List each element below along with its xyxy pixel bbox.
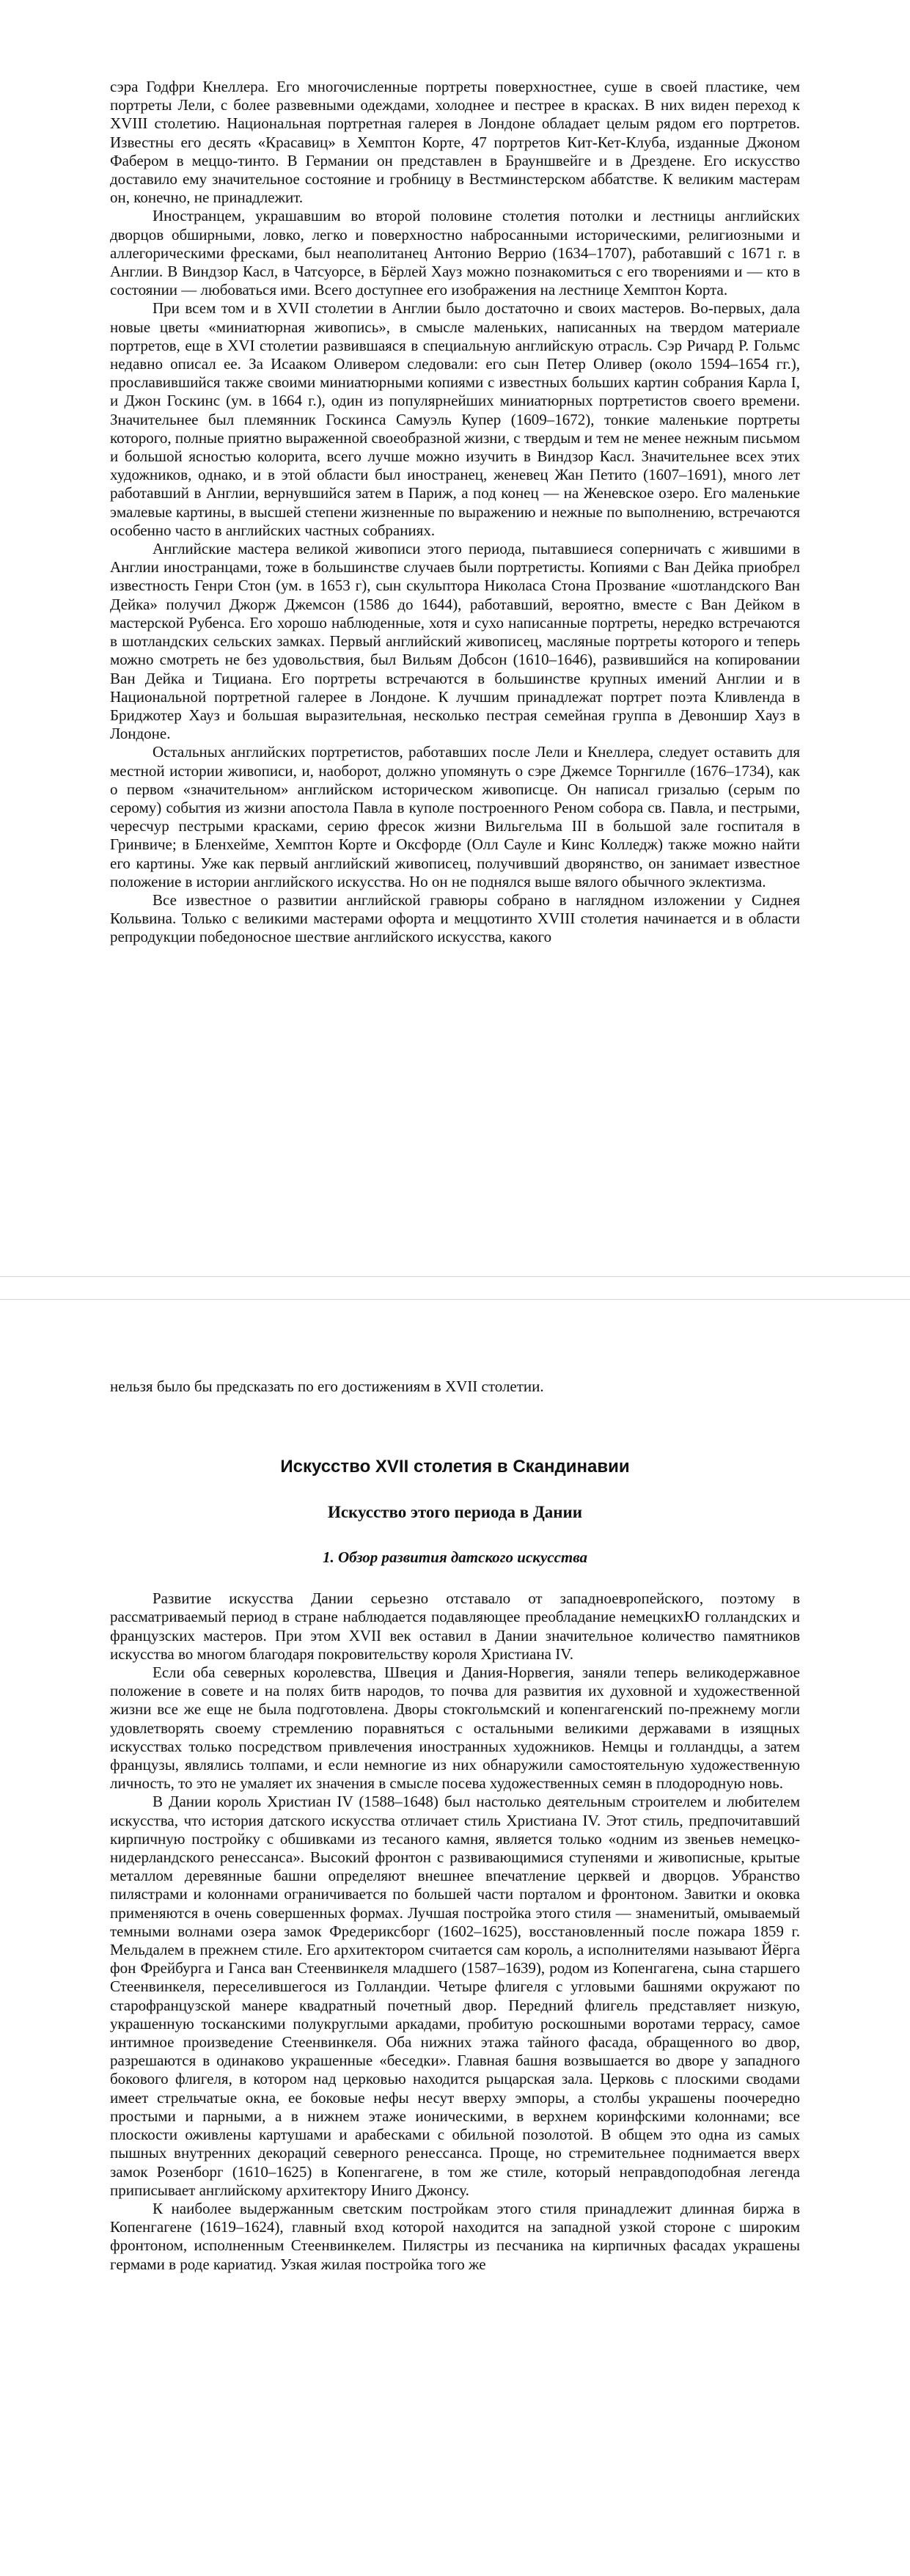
page-1-body <box>110 78 800 947</box>
paragraph: Развитие искусства Дании серьезно отставало от западноевропейского, поэтому в рассматриваемый период в стране наблюдается подавляющее преобладание немецкихЮ голландских и французских мастеров. При этом XVII век оставил в Дании значительное количество памятников искусства во многом благодаря покровительству короля Христиана IV. <box>110 1589 800 1663</box>
chapter-title: 1. Обзор развития датского искусства <box>323 1548 587 1567</box>
paragraph: Иностранцем, украшавшим во второй половине столетия потолки и лестницы английских дворцов обширными, ловко, легко и поверхностно набросанными историческими, религиозными и аллегорическими фресками, был неаполитанец Антонио Веррио (1634–1707), работавший с 1671 г. в Англии. В Виндзор Касл, в Чатсуорсе, в Бёрлей Хауз можно познакомиться с его творениями и — кто в состоянии — любоваться ими. Всего доступнее его изображения на лестнице Хемптон Корта. <box>110 207 800 299</box>
page-2-continuation <box>110 1377 800 1396</box>
continuation-paragraph: нельзя было бы предсказать по его достижениям в XVII столетии. <box>110 1377 544 1395</box>
paragraph: Английские мастера великой живописи этого периода, пытавшиеся соперничать с жившими в Англии иностранцами, тоже в большинстве случаев были портретисты. Копиями с Ван Дейка приобрел известность Генри Стон (ум. в 1653 г), сын скульптора Николаса Стона Прозвание «шотландского Ван Дейка» получил Джорж Джемсон (1586 до 1644), работавший, вероятно, вместе с Ван Дейком в мастерской Рубенса. Его хорошо наблюденные, хотя и сухо написанные портреты, нередко встречаются в шотландских сельских замках. Первый английский живописец, масляные портреты которого и теперь можно смотреть не без удовольствия, был Вильям Добсон (1610–1646), развившийся на копировании Ван Дейка и Тициана. Его портреты встречаются в большинстве крупных имений Англии и в Национальной портретной галерее в Лондоне. К лучшим принадлежат портрет поэта Кливленда в Бриджотер Хауз и большая выразительная, несколько пестрая семейная группа в Девоншир Хауз в Лондоне. <box>110 540 800 743</box>
paragraph: При всем том и в XVII столетии в Англии было достаточно и своих мастеров. Во-первых, дала новые цветы «миниатюрная живопись», в смысле маленьких, написанных на твердом материале портретов, еще в XVI столетии развившаяся в специальную английскую отрасль. Сэр Ричард Р. Гольмс недавно описал ее. За Исааком Оливером следовали: его сын Петер Оливер (около 1594–1654 гг.), прославившийся также своими миниатюрными копиями с известных больших картин собрания Карла I, и Джон Госкинс (ум. в 1664 г.), один из популярнейших миниатюрных портретистов своего времени. Значительнее был племянник Госкинса Самуэль Купер (1609–1672), тонкие маленькие портреты которого, полные приятно выраженной своеобразной жизни, с твердым и тем не менее нежным письмом и большой ясностью колорита, всего лучше можно изучить в Виндзор Касл. Значительнее всех этих художников, однако, и в этой области был иностранец, женевец Жан Петито (1607–1691), много лет работавший в Англии, вернувшийся затем в Париж, а под конец — на Женевское озеро. Его маленькие эмалевые картины, в высшей степени жизненные по выражению и нежные по выполнению, встречаются особенно часто в английских частных собраниях. <box>110 299 800 539</box>
document-page-2 <box>0 1300 910 2576</box>
paragraph: Остальных английских портретистов, работавших после Лели и Кнеллера, следует оставить для местной истории живописи, и, наоборот, должно упомянуть о сэре Джемсе Торнгилле (1676–1734), как о первом «значительном» английском историческом живописце. Он написал гризалью (серым по серому) события из жизни апостола Павла в куполе построенного Реном собора св. Павла, и пестрыми, чересчур пестрыми красками, серию фресок жизни Вильгельма III в большой зале госпиталя в Гринвиче; в Бленхейме, Хемптон Корте и Оксфорде (Олл Сауле и Кинс Колледж) также можно найти его картины. Уже как первый английский живописец, получивший дворянство, он занимает известное положение в истории английского искусства. Но он не поднялся выше вялого обычного эклектизма. <box>110 743 800 890</box>
document-page-1 <box>0 0 910 1276</box>
page-2-body <box>110 1589 800 2274</box>
paragraph: В Дании король Христиан IV (1588–1648) был настолько деятельным строителем и любителем искусства, что история датского искусства отличает стиль Христиана IV. Этот стиль, предпочитавший кирпичную постройку с обшивками из тесаного камня, является только «одним из звеньев немецко-нидерландского ренессанса». Высокий фронтон с развивающимися ступенями и живописные, крытые металлом деревянные башни определяют внешнее впечатление церквей и дворцов. Убранство пилястрами и колоннами ограничивается по большей части порталом и фронтоном. Завитки и оковка применяются в очень совершенных формах. Лучшая постройка этого стиля — знаменитый, омываемый темными волнами озера замок Фредериксборг (1602–1625), восстановленный после пожара 1859 г. Мельдалем в прежнем стиле. Его архитектором считается сам король, а исполнителями называют Йёрга фон Фрейбурга и Ганса ван Стеенвинкеля младшего (1587–1639), родом из Копенгагена, сына старшего Стеенвинкеля, переселившегося из Голландии. Четыре флигеля с угловыми башнями окружают по старофранцузской манере квадратный почетный двор. Передний флигель представляет низкую, украшенную тосканскими полукруглыми аркадами, пробитую роскошными воротами террасу, самое интимное произведение Стеенвинкеля. Оба нижних этажа тайного фасада, обращенного во двор, разрешаются в одинаково украшенные «беседки». Главная башня возвышается во дворе у западного бокового флигеля, в котором над церковью находится рыцарская зала. Церковь с плоскими сводами имеет стрельчатые окна, ее боковые нефы несут вверху эмпоры, а столбы украшены поочередно простыми и парными, а в нижнем этаже ионическими, в верхнем коринфскими колоннами; все плоскости оживлены картушами и арабесками с обильной позолотой. В общем это одна из самых пышных внутренних декораций северного ренессанса. Проще, но стремительнее поднимается вверх замок Розенборг (1610–1625) в Копенгагене, в том же стиле, который неправдоподобная легенда приписывает английскому архитектору Иниго Джонсу. <box>110 1793 800 2199</box>
paragraph: сэра Годфри Кнеллера. Его многочисленные портреты поверхностнее, суше в своей пластике, чем портреты Лели, с более развевными одеждами, холоднее и пестрее в красках. В них виден переход к XVIII столетию. Национальная портретная галерея в Лондоне обладает целым рядом его портретов. Известны его десять «Красавиц» в Хемптон Корте, 47 портретов Кит-Кет-Клуба, изданные Джоном Фабером в меццо-тинто. В Германии он представлен в Брауншвейге и в Дрездене. Его искусство доставило ему значительное состояние и гробницу в Вестминстерском аббатстве. К великим мастерам он, конечно, не принадлежит. <box>110 78 800 207</box>
page-separator <box>0 1276 910 1300</box>
paragraph: Если оба северных королевства, Швеция и Дания-Норвегия, заняли теперь великодержавное положение в совете и на полях битв народов, то почва для развития их духовной и художественной жизни все же еще не была подготовлена. Дворы стокгольмский и копенгагенский по-прежнему могли удовлетворять своему стремлению поравняться с остальными великими державами в изящных искусствах только посредством привлечения иностранных художников. Немцы и голландцы, а затем французы, являлись толпами, и если немногие из них обнаружили самостоятельную художественную личность, то это не умаляет их значения в смысле посева художественных семян в плодородную новь. <box>110 1664 800 1793</box>
paragraph: К наиболее выдержанным светским постройкам этого стиля принадлежит длинная биржа в Копенгагене (1619–1624), главный вход которой находится на западной узкой стороне с широким фронтоном, исполненным Стеенвинкелем. Пилястры из песчаника на кирпичных фасадах украшены гермами в роде кариатид. Узкая жилая постройка того же <box>110 2199 800 2273</box>
sub-title: Искусство этого периода в Дании <box>327 1503 583 1522</box>
section-title: Искусство XVII столетия в Скандинавии <box>280 1457 630 1477</box>
paragraph: Все известное о развитии английской гравюры собрано в наглядном изложении у Сиднея Кольвина. Только с великими мастерами офорта и меццотинто XVIII столетия начинается и в области репродукции победоносное шествие английского искусства, какого <box>110 890 800 946</box>
